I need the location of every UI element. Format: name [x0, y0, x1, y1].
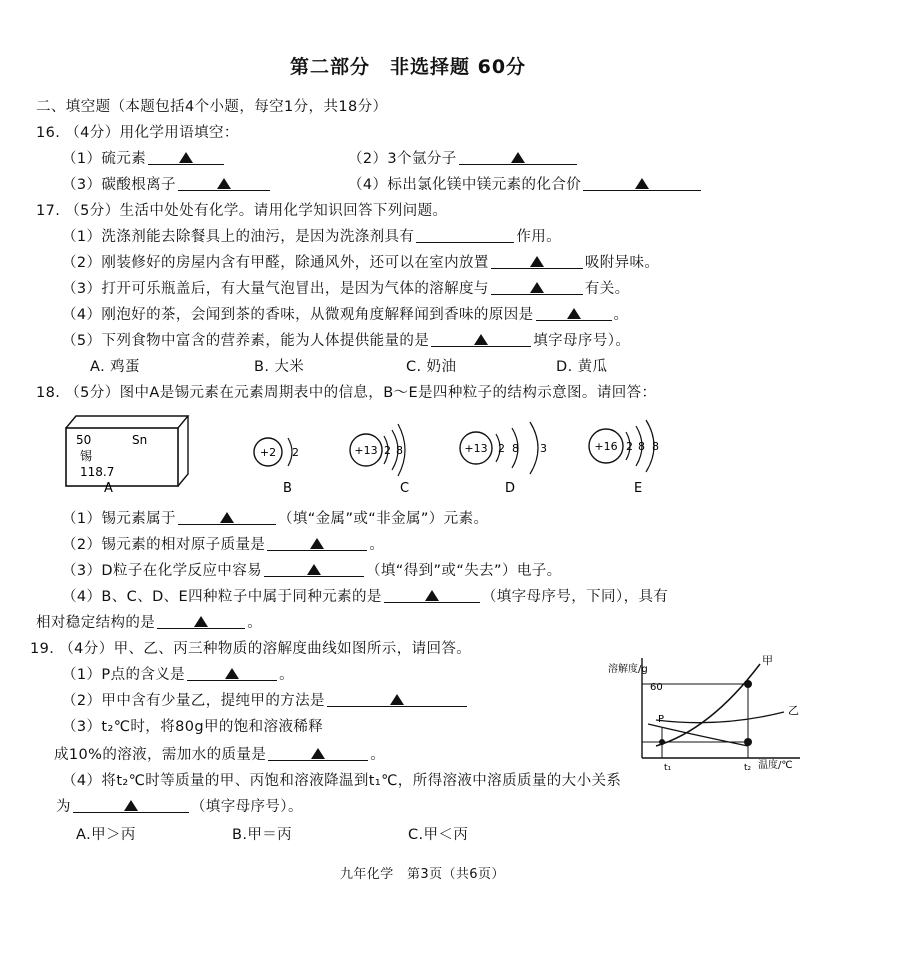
q16-part4: （4）标出氯化镁中镁元素的化合价: [348, 176, 703, 194]
triangle-icon: [635, 178, 649, 189]
figure-label-a: A: [104, 481, 113, 496]
q19-part4-cont: 为 （填字母序号）。: [56, 799, 303, 815]
tile-number: 50: [76, 433, 92, 447]
answer-blank[interactable]: [178, 510, 276, 525]
tile-name: 锡: [80, 449, 93, 463]
q18-figure: [0, 410, 901, 500]
answer-blank[interactable]: [459, 150, 577, 165]
triangle-icon: [530, 256, 544, 267]
atom-diagram-d: [460, 422, 547, 474]
page-title: 第二部分 非选择题 60分: [290, 56, 527, 78]
q19-part4: （4）将t₂℃时等质量的甲、丙饱和溶液降温到t₁℃，所得溶液中溶质质量的大小关系: [62, 773, 622, 789]
figure-label-c: C: [400, 481, 410, 496]
page-footer: 九年化学 第3页（共6页）: [340, 867, 505, 882]
q19-part3: （3）t₂℃时，将80g甲的饱和溶液稀释: [62, 719, 324, 735]
element-tile: [66, 416, 188, 486]
answer-blank[interactable]: [491, 254, 583, 269]
svg-text:+2: +2: [259, 446, 277, 459]
option-c: C. 奶油: [406, 359, 457, 375]
triangle-icon: [474, 334, 488, 345]
q17-part2: （2）刚装修好的房屋内含有甲醛，除通风外，还可以在室内放置 吸附异味。: [62, 255, 660, 271]
q17-stem: 17. （5分）生活中处处有化学。请用化学知识回答下列问题。: [36, 203, 448, 219]
svg-text:2: 2: [292, 446, 299, 459]
q19-part1: （1）P点的含义是 。: [62, 667, 294, 683]
answer-blank[interactable]: [327, 692, 467, 707]
section-heading: 二、填空题（本题包括4个小题，每空1分，共18分）: [36, 99, 388, 115]
q19-part3-cont: 成10%的溶液，需加水的质量是 。: [54, 747, 386, 763]
triangle-icon: [307, 564, 321, 575]
q19-stem: 19. （4分）甲、乙、丙三种物质的溶解度曲线如图所示，请回答。: [30, 641, 472, 657]
svg-text:+13: +13: [464, 442, 488, 455]
triangle-icon: [390, 694, 404, 705]
svg-text:2: 2: [384, 444, 391, 457]
q16-stem: 16. （4分）用化学用语填空：: [36, 125, 239, 141]
q18-part4: （4）B、C、D、E四种粒子中属于同种元素的是 （填字母序号，下同），具有: [62, 589, 669, 605]
option-a: A. 鸡蛋: [90, 359, 140, 375]
q18-part3: （3）D粒子在化学反应中容易 （填“得到”或“失去”）电子。: [62, 563, 562, 579]
q16-part3: （3）碳酸根离子: [62, 176, 272, 194]
q17-part1: （1）洗涤剂能去除餐具上的油污，是因为洗涤剂具有 作用。: [62, 229, 562, 245]
option-b: B. 大米: [254, 359, 305, 375]
t2-label: t₂: [744, 763, 752, 772]
option-d: D. 黄瓜: [556, 359, 608, 375]
answer-blank[interactable]: [264, 562, 364, 577]
triangle-icon: [567, 308, 581, 319]
x-axis-label: 温度/℃: [758, 760, 793, 771]
point-marker: [744, 680, 752, 688]
svg-text:8: 8: [512, 442, 519, 455]
atom-diagram-e: [589, 420, 659, 472]
figure-label-b: B: [283, 481, 292, 496]
svg-text:3: 3: [540, 442, 547, 455]
triangle-icon: [425, 590, 439, 601]
answer-blank[interactable]: [178, 176, 270, 191]
figure-label-d: D: [505, 481, 516, 496]
q17-part3: （3）打开可乐瓶盖后，有大量气泡冒出，是因为气体的溶解度与 有关。: [62, 281, 630, 297]
curve-yi: [656, 712, 784, 723]
tile-symbol: Sn: [132, 433, 148, 447]
svg-text:+13: +13: [354, 444, 378, 457]
svg-text:2: 2: [626, 440, 633, 453]
answer-blank[interactable]: [267, 536, 367, 551]
curve-yi-label: 乙: [788, 704, 799, 717]
solubility-graph: [600, 650, 830, 772]
atom-diagram-b: [254, 438, 299, 466]
y-axis-label: 溶解度/g: [608, 664, 648, 675]
option-a: A.甲＞丙: [76, 827, 136, 843]
svg-text:+16: +16: [594, 440, 618, 453]
triangle-icon: [194, 616, 208, 627]
point-p-label: P: [658, 714, 665, 725]
triangle-icon: [220, 512, 234, 523]
t1-label: t₁: [664, 763, 672, 772]
tile-mass: 118.7: [80, 465, 115, 479]
q18-part1: （1）锡元素属于 （填“金属”或“非金属”）元素。: [62, 511, 489, 527]
answer-blank[interactable]: [268, 746, 368, 761]
answer-blank[interactable]: [384, 588, 480, 603]
q16-part2: （2）3个氩分子: [348, 150, 579, 168]
answer-blank[interactable]: [73, 798, 189, 813]
q18-part4-cont: 相对稳定结构的是 。: [36, 615, 263, 631]
triangle-icon: [179, 152, 193, 163]
answer-blank[interactable]: [157, 614, 245, 629]
answer-blank[interactable]: [416, 228, 514, 243]
figure-label-e: E: [634, 481, 643, 496]
answer-blank[interactable]: [148, 150, 224, 165]
svg-text:8: 8: [638, 440, 645, 453]
answer-blank[interactable]: [431, 332, 531, 347]
q17-part4: （4）刚泡好的茶，会闻到茶的香味，从微观角度解释闻到香味的原因是 。: [62, 307, 629, 323]
option-b: B.甲＝丙: [232, 827, 293, 843]
answer-blank[interactable]: [491, 280, 583, 295]
curve-jia-label: 甲: [762, 654, 773, 667]
triangle-icon: [217, 178, 231, 189]
option-c: C.甲＜丙: [408, 827, 469, 843]
q16-part1: （1）硫元素: [62, 150, 226, 168]
svg-text:8: 8: [652, 440, 659, 453]
curve-jia: [656, 664, 760, 746]
point-marker: [659, 739, 665, 745]
answer-blank[interactable]: [583, 176, 701, 191]
triangle-icon: [225, 668, 239, 679]
triangle-icon: [530, 282, 544, 293]
q17-part5: （5）下列食物中富含的营养素，能为人体提供能量的是 填字母序号）。: [62, 333, 631, 349]
q19-part2: （2）甲中含有少量乙，提纯甲的方法是: [62, 692, 469, 710]
point-marker: [744, 738, 752, 746]
q18-part2: （2）锡元素的相对原子质量是 。: [62, 537, 385, 553]
svg-text:2: 2: [498, 442, 505, 455]
svg-text:8: 8: [396, 444, 403, 457]
answer-blank[interactable]: [187, 666, 277, 681]
triangle-icon: [310, 538, 324, 549]
triangle-icon: [124, 800, 138, 811]
atom-diagram-c: [350, 424, 405, 476]
y60-label: 60: [650, 682, 663, 693]
triangle-icon: [511, 152, 525, 163]
answer-blank[interactable]: [536, 306, 612, 321]
q18-stem: 18. （5分）图中A是锡元素在元素周期表中的信息，B～E是四种粒子的结构示意图。请回答：: [36, 385, 657, 401]
triangle-icon: [311, 748, 325, 759]
